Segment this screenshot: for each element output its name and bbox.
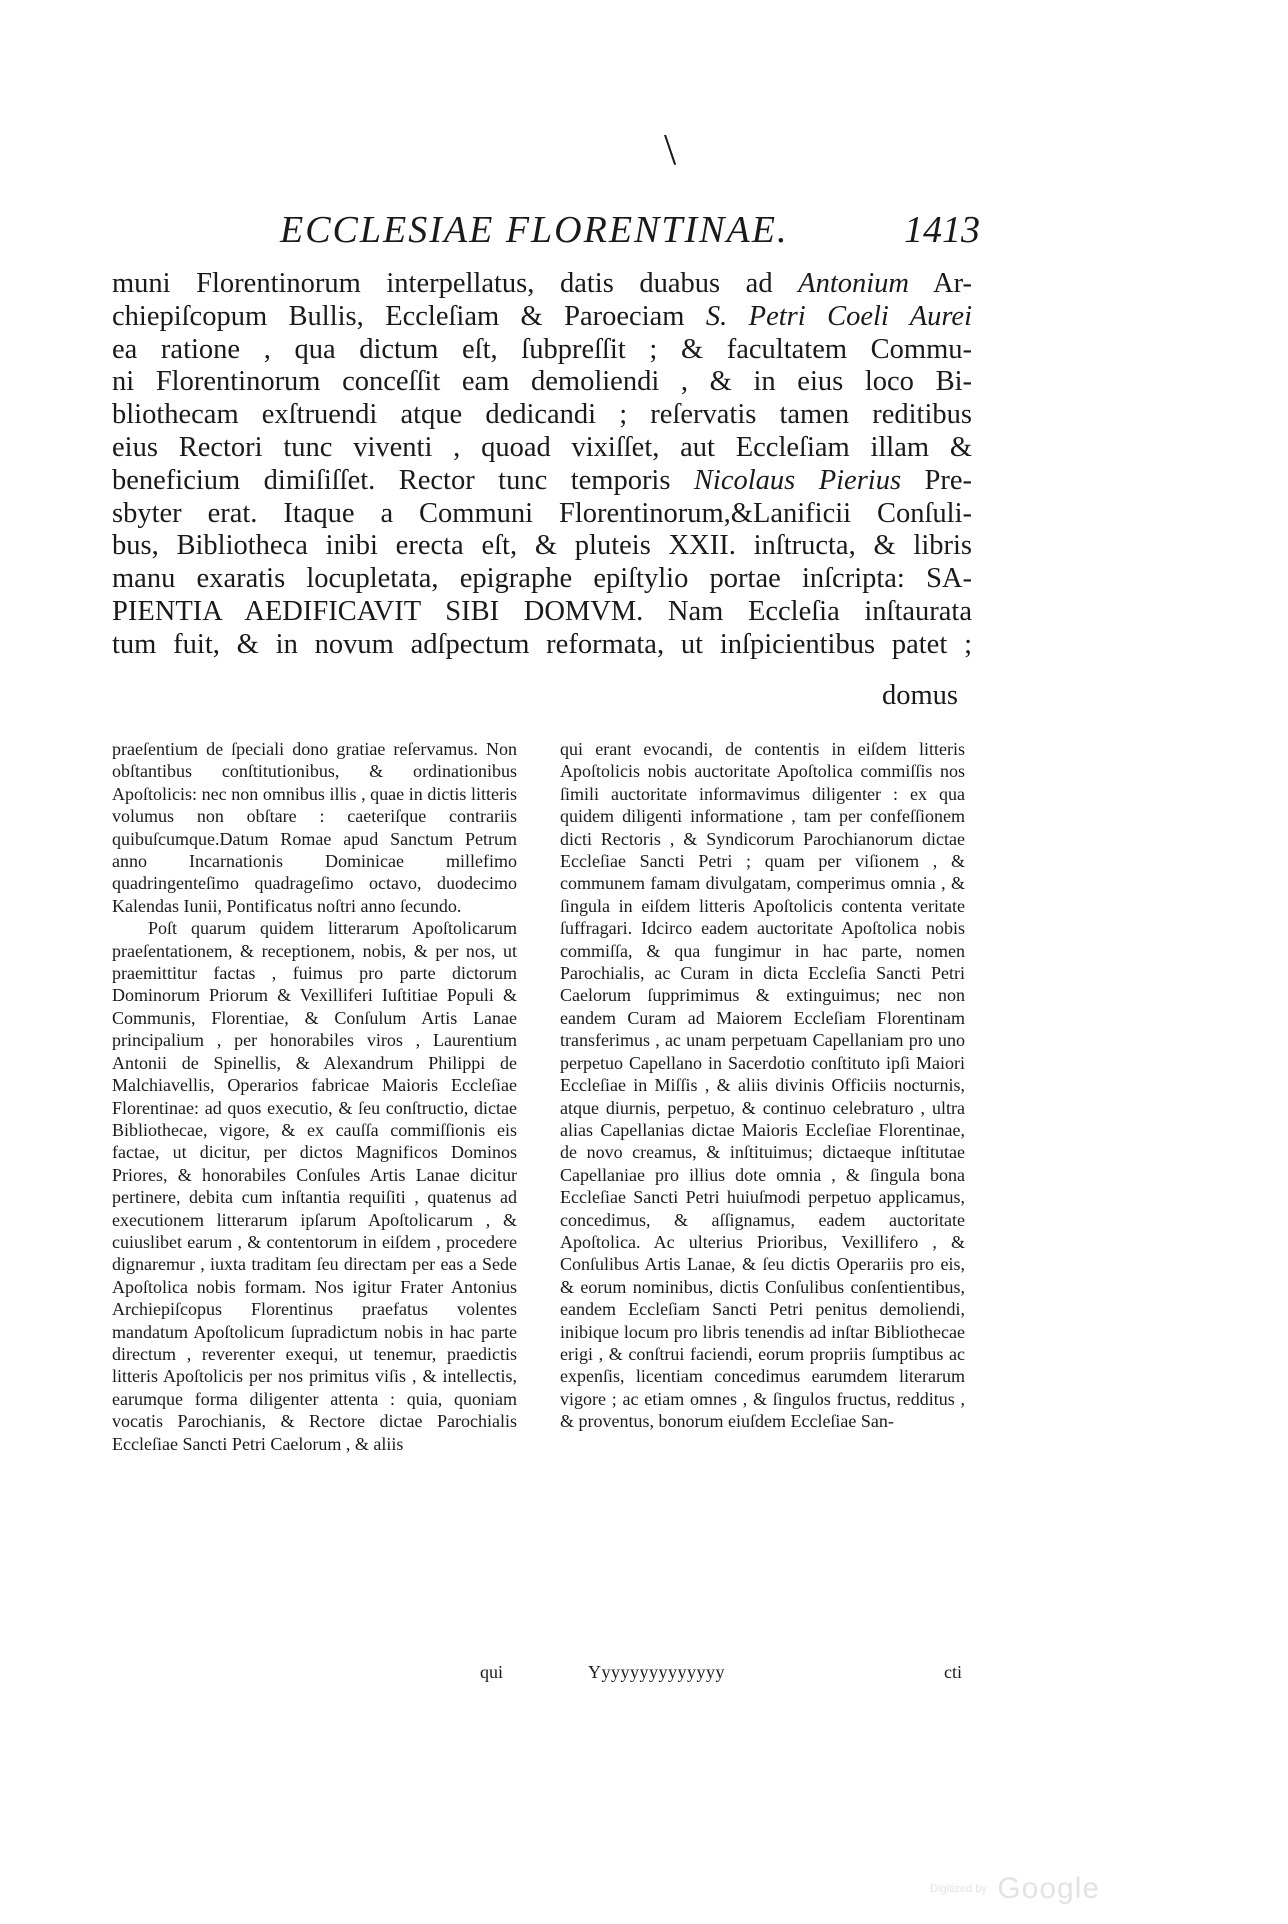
main-text-segment: Ar- [909, 268, 972, 299]
main-text-line [112, 366, 972, 399]
main-text-line [112, 563, 972, 596]
running-header [280, 208, 980, 268]
left-column [112, 738, 517, 1455]
main-text-line [112, 399, 972, 432]
main-text-line [112, 268, 972, 301]
main-text-segment: manu exaratis locupletata, epigraphe epiſtylio portae inſcripta: SA- [112, 563, 972, 595]
main-text-italic: Nicolaus Pierius [693, 464, 902, 496]
main-text-line [112, 432, 972, 465]
main-text-segment: Pre- [901, 464, 973, 496]
digitized-watermark [930, 1872, 1100, 1906]
catchword-left: qui [480, 1662, 504, 1682]
main-text-segment: bus, Bibliotheca inibi erecta eſt, & pluteis XXII. inſtructa, & libris [112, 530, 972, 562]
main-text-segment: muni Florentinorum interpellatus, datis duabus ad [112, 268, 799, 299]
main-text-segment: PIENTIA AEDIFICAVIT SIBI DOMVM. Nam Eccleſia inſtaurata [112, 595, 972, 627]
page-number: 1413 [904, 209, 980, 251]
catchword-right: cti [944, 1662, 962, 1682]
main-text-italic: Antonium [798, 268, 909, 299]
main-text-line [112, 465, 972, 498]
main-text-segment: chiepiſcopum Bullis, Eccleſiam & Paroeciam [112, 300, 706, 332]
main-paragraph [112, 268, 972, 662]
main-text-italic: S. Petri Coeli Aurei [705, 300, 972, 332]
main-text-segment: ea ratione , qua dictum eſt, ſubpreſſit ; & facultatem Commu- [112, 333, 972, 365]
right-paragraph-1: qui erant evocandi, de contentis in eiſdem litteris Apoſtolicis nobis auctoritate Apoſtolica commiſſis nos ſimili auctoritate informavimus diligenter : ex qua quidem diligenti informatione , tam per confeſſionem dicti Rectoris , & Syndicorum Parochianorum dictae Eccleſiae Sancti Petri ; quam per viſionem , & communem famam divulgatam, comperimus omnia , & ſingula in eiſdem litteris Apoſtolicis contenta veritate ſuffragari. Idcirco eadem auctoritate Apoſtolica nobis commiſſa, & qua fungimur in hac parte, nomen Parochialis, ac Curam in dicta Eccleſia Sancti Petri Caelorum ſupprimimus & extinguimus; nec non eandem Curam ad Maiorem Eccleſiam Florentinam transferimus , ac unam perpetuam Capellaniam pro uno perpetuo Capellano in Sacerdotio conſtituto ipſi Maiori Eccleſiae in Miſſis , & aliis divinis Officiis nocturnis, atque diurnis, perpetuo, & continuo celebraturo , ultra alias Capellanias dictae Maioris Eccleſiae Florentinae, de novo creamus, & inſtituimus; dictaeque inſtitutae Capellaniae pro illius dote omnia , & ſingula bona Eccleſiae Sancti Petri huiuſmodi perpetuo applicamus, concedimus, & aſſignamus, eadem auctoritate Apoſtolica. Ac ulterius Prioribus, Vexillifero , & Conſulibus Artis Lanae, & ſeu dictis Operariis pro eis, & eorum nominibus, dictis Conſulibus conſentientibus, eandem Eccleſiam Sancti Petri penitus demoliendi, inibique locum pro libris tenendis ad inſtar Bibliothecae erigi , & conſtrui faciendi, eorum propriis ſumptibus ac expenſis, licentiam concedimus earumdem literarum vigore ; ac etiam omnes , & ſingulos fructus, redditus , & proventus, bonorum eiuſdem Eccleſiae San- [560, 739, 965, 1432]
main-text-line [112, 498, 972, 531]
right-column [560, 738, 965, 1433]
left-paragraph-1: praeſentium de ſpeciali dono gratiae reſervamus. Non obſtantibus conſtitutionibus, & ordinationibus Apoſtolicis: nec non omnibus illis , quae in dictis litteris volumus non obſtare : caeteriſque contrariis quibuſcumque.Datum Romae apud Sanctum Petrum anno Incarnationis Dominicae millefimo quadringenteſimo quadrageſimo octavo, duodecimo Kalendas Iunii, Pontificatus noſtri anno ſecundo. [112, 739, 517, 916]
running-title: ECCLESIAE FLORENTINAE. [280, 209, 789, 251]
watermark-brand: Google [997, 1872, 1101, 1905]
main-text-line [112, 334, 972, 367]
main-text-segment: bliothecam exſtruendi atque dedicandi ; reſervatis tamen reditibus [112, 399, 972, 431]
main-text-line [112, 629, 972, 662]
watermark-small: Digitized by [930, 1883, 987, 1895]
main-text-line [112, 530, 972, 563]
main-text-line [112, 301, 972, 334]
main-text-segment: ni Florentinorum conceſſit eam demoliendi , & in eius loco Bi- [112, 366, 972, 398]
signature-mark: Yyyyyyyyyyyyyy [588, 1662, 725, 1682]
left-paragraph-2: Poſt quarum quidem litterarum Apoſtolicarum praeſentationem, & receptionem, nobis, & per nos, ut praemittitur factas , fuimus pro parte dictorum Dominorum Priorum & Vexilliferi Iuſtitiae Populi & Communis, Florentiae, & Conſulum Artis Lanae principalium , per honorabiles viros , Laurentium Antonii de Spinellis, & Alexandrum Philippi de Malchiavellis, Operarios fabricae Maioris Eccleſiae Florentinae: ad quos executio, & ſeu conſtructio, dictae Bibliothecae, vigore, & ex cauſſa commiſſionis eis factae, ut dicitur, per dictos Magnificos Dominos Priores, & honorabiles Conſules Artis Lanae dicitur pertinere, debita cum inſtantia requiſiti , quatenus ad executionem litterarum ipſarum Apoſtolicarum , & cuiuslibet earum , & contentorum in eiſdem , procedere dignaremur , iuxta traditam ſeu directam per eas a Sede Apoſtolica nobis formam. Nos igitur Frater Antonius Archiepiſcopus Florentinus praefatus volentes mandatum Apoſtolicum ſupradictum nobis in hac parte directum , reverenter exequi, ut tenemur, praedictis litteris Apoſtolicis per nos primitus viſis , & intellectis, earumque forma diligenter attenta : quia, quoniam vocatis Parochianis, & Rectore dictae Parochialis Eccleſiae Sancti Petri Caelorum , & aliis [112, 918, 517, 1454]
main-text-line [112, 596, 972, 629]
stray-mark: \ [664, 125, 677, 174]
main-text-segment: beneficium dimiſiſſet. Rector tunc temporis [112, 464, 694, 496]
catchword-main: domus [881, 680, 958, 711]
main-text-segment: sbyter erat. Itaque a Communi Florentinorum,&Lanificii Conſuli- [112, 497, 972, 529]
main-text-segment: tum fuit, & in novum adſpectum reformata, ut inſpicientibus patet ; [112, 628, 972, 660]
main-text-segment: eius Rectori tunc viventi , quoad vixiſſet, aut Eccleſiam illam & [112, 431, 972, 463]
